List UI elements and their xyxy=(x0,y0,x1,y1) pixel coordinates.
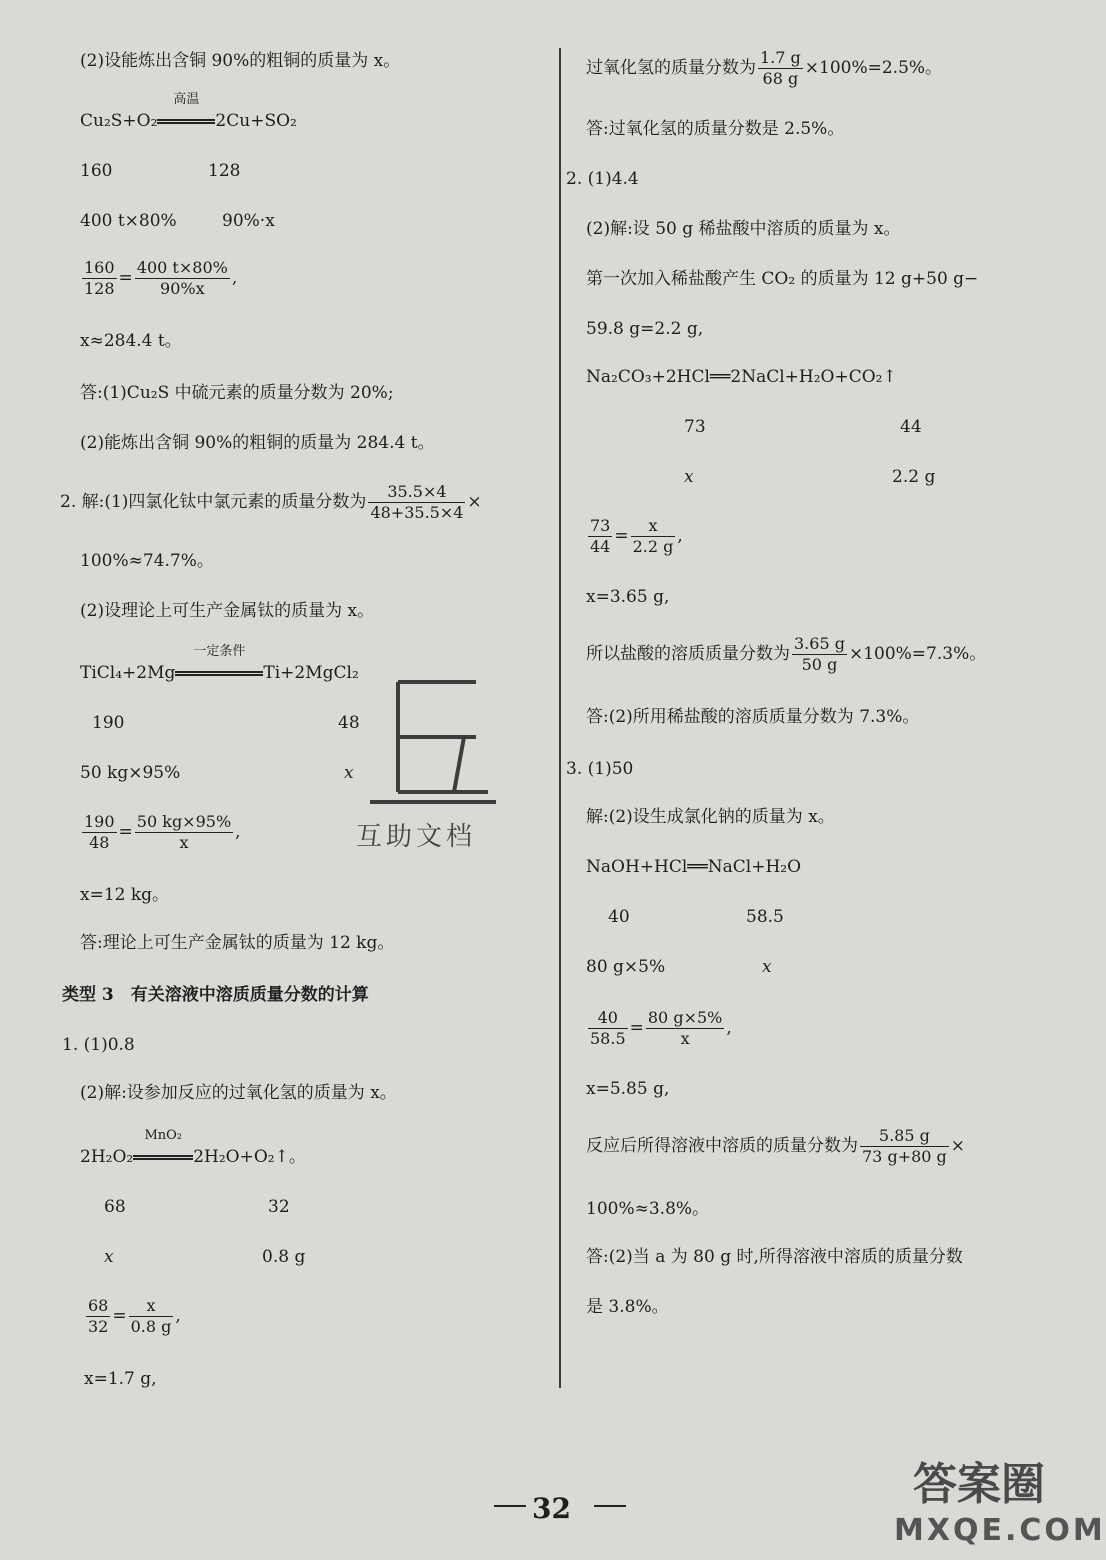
condition-label: 高温 xyxy=(173,92,200,107)
text-line: 过氧化氢的质量分数为 $\frac{1.7 g}{68 g}$ ×100%=2.5%。 xyxy=(586,48,943,88)
text-line: 100%≈74.7%。 xyxy=(80,551,214,571)
text-line: x xyxy=(762,957,772,977)
text-line: 是 3.8%。 xyxy=(586,1297,669,1317)
text-line: 73 xyxy=(684,417,706,437)
text-line: 190 xyxy=(92,713,125,733)
text-line: 2. 解:(1)四氯化钛中氯元素的质量分数为 $\frac{35.5\times 4}{48+35.5\times 4}$ × xyxy=(60,482,482,522)
text-line: 80 g×5% xyxy=(586,957,666,977)
text-line: 所以盐酸的溶质质量分数为 $\frac{3.65 g}{50 g}$ ×100%=7.3%。 xyxy=(586,634,987,674)
watermark-text: 互助文档 xyxy=(356,822,477,852)
text-line: 解:(2)设生成氯化钠的质量为 x。 xyxy=(586,807,835,827)
text-line: 160 xyxy=(80,161,113,181)
chemical-equation-5: NaOH+HCl══NaCl+H₂O xyxy=(586,857,802,877)
corner-logo-title: 答案圈 xyxy=(913,1459,1045,1510)
text-line: 第一次加入稀盐酸产生 CO₂ 的质量为 12 g+50 g− xyxy=(586,269,979,289)
corner-logo xyxy=(894,1448,1106,1548)
text-line: 答:(1)Cu₂S 中硫元素的质量分数为 20%; xyxy=(80,383,394,403)
text-line: 90%·x xyxy=(222,211,275,231)
text-line: 1. (1)0.8 xyxy=(62,1035,135,1055)
text-line: 答:过氧化氢的质量分数是 2.5%。 xyxy=(586,119,845,139)
text-line: 68 xyxy=(104,1197,126,1217)
text-line: x xyxy=(104,1247,114,1267)
chemical-equation-1 xyxy=(80,92,297,132)
text-line: 32 xyxy=(268,1197,290,1217)
text-line: (2)设能炼出含铜 90%的粗铜的质量为 x。 xyxy=(80,51,401,71)
text-line: 反应后所得溶液中溶质的质量分数为 $\frac{5.85 g}{73 g+80 g}$ × xyxy=(586,1126,966,1166)
text-line: x=5.85 g, xyxy=(586,1079,670,1099)
footer-dash xyxy=(594,1505,626,1507)
footer-dash xyxy=(494,1505,526,1507)
page-number: 32 xyxy=(532,1492,571,1525)
text-line: 3. (1)50 xyxy=(566,759,634,779)
text-line: x xyxy=(684,467,694,487)
text-line: x=1.7 g, xyxy=(84,1369,157,1389)
text-line: x xyxy=(344,763,354,783)
section-heading: 类型 3 有关溶液中溶质质量分数的计算 xyxy=(62,985,369,1005)
chemical-equation-3: 2H₂O₂ MnO₂ 2H₂O+O₂↑。 xyxy=(80,1128,306,1167)
text-line: (2)设理论上可生产金属钛的质量为 x。 xyxy=(80,601,375,621)
text-line: (2)能炼出含铜 90%的粗铜的质量为 284.4 t。 xyxy=(80,433,435,453)
text-line: 58.5 xyxy=(746,907,784,927)
text-line: 44 xyxy=(900,417,922,437)
text-line: 40 xyxy=(608,907,630,927)
chemical-equation-2: TiCl₄+2Mg 一定条件 Ti+2MgCl₂ xyxy=(80,644,359,683)
proportion-equation: $\frac{40}{58.5}$ = $\frac{80 g\times 5\%}{x}$ , xyxy=(590,1008,732,1048)
equation-rhs: 2Cu+SO₂ xyxy=(215,111,297,131)
proportion-equation: $\frac{73}{44}$ = $\frac{x}{2.2 g}$ , xyxy=(590,516,683,556)
proportion-equation: $\frac{68}{32}$ = $\frac{x}{0.8 g}$ , xyxy=(88,1296,181,1336)
text-line: 400 t×80% xyxy=(80,211,177,231)
text-line: x=3.65 g, xyxy=(586,587,670,607)
text-line: 答:(2)所用稀盐酸的溶质质量分数为 7.3%。 xyxy=(586,707,920,727)
equation-lhs: Cu₂S+O₂ xyxy=(80,111,158,131)
text-line: x≈284.4 t。 xyxy=(80,331,182,351)
text-line: 48 xyxy=(338,713,360,733)
text-line: 59.8 g=2.2 g, xyxy=(586,319,704,339)
corner-logo-url: MXQE.COM xyxy=(894,1513,1106,1548)
chemical-equation-4: Na₂CO₃+2HCl══2NaCl+H₂O+CO₂↑ xyxy=(586,367,897,387)
text-line: 100%≈3.8%。 xyxy=(586,1199,710,1219)
column-divider xyxy=(559,48,561,1388)
text-line: x=12 kg。 xyxy=(80,885,170,905)
text-line: 答:(2)当 a 为 80 g 时,所得溶液中溶质的质量分数 xyxy=(586,1247,963,1267)
text-line: (2)解:设参加反应的过氧化氢的质量为 x。 xyxy=(80,1083,397,1103)
text-line: 2. (1)4.4 xyxy=(566,169,639,189)
text-line: 2.2 g xyxy=(892,467,936,487)
text-line: (2)解:设 50 g 稀盐酸中溶质的质量为 x。 xyxy=(586,219,901,239)
proportion-equation: $\frac{190}{48}$ = $\frac{50 kg\times 95\%}{x}$ , xyxy=(84,812,241,852)
text-line: 答:理论上可生产金属钛的质量为 12 kg。 xyxy=(80,933,395,953)
text-line: 128 xyxy=(208,161,241,181)
reaction-condition xyxy=(157,92,215,132)
proportion-equation: $\frac{160}{128}$ = $\frac{400 t\times 80\%}{90\%x}$ , xyxy=(84,258,238,298)
text-line: 50 kg×95% xyxy=(80,763,181,783)
text-line: 0.8 g xyxy=(262,1247,306,1267)
